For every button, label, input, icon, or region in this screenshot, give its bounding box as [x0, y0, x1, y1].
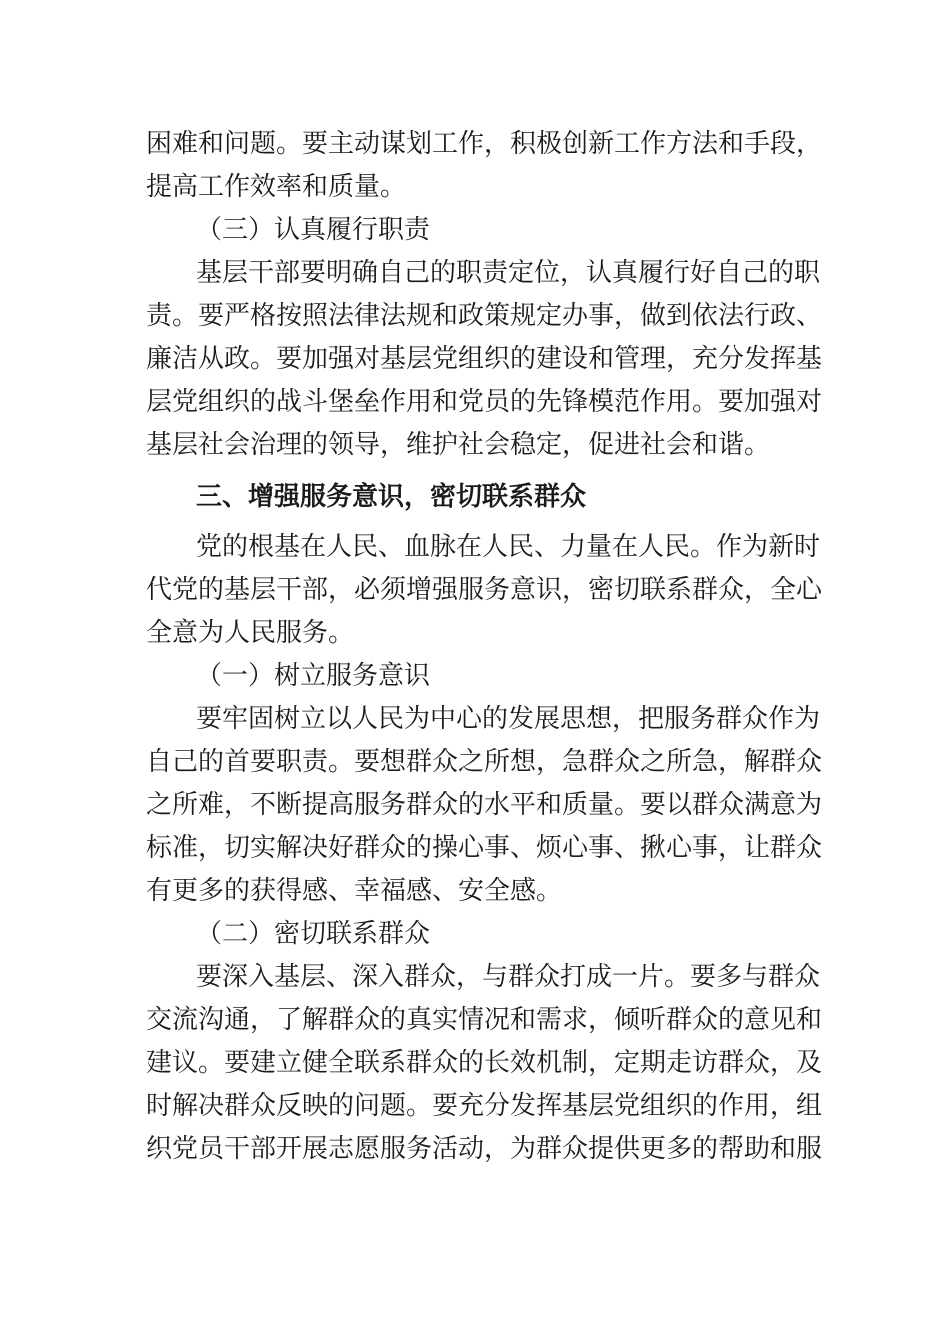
paragraph-line: 基层社会治理的领导，维护社会稳定，促进社会和谐。 [146, 430, 771, 460]
paragraph-line: 责。要严格按照法律法规和政策规定办事，做到依法行政、 [146, 301, 823, 331]
section-subheading: （三）认真履行职责 [196, 215, 431, 245]
paragraph-line: 自己的首要职责。要想群众之所想，急群众之所急，解群众 [146, 747, 823, 777]
section-heading: 三、增强服务意识，密切联系群众 [196, 482, 587, 512]
paragraph-line: 织党员干部开展志愿服务活动，为群众提供更多的帮助和服 [146, 1134, 823, 1164]
paragraph-line: 要深入基层、深入群众，与群众打成一片。要多与群众 [196, 962, 821, 992]
paragraph-line: 时解决群众反映的问题。要充分发挥基层党组织的作用，组 [146, 1091, 823, 1121]
paragraph-line: 交流沟通，了解群众的真实情况和需求，倾听群众的意见和 [146, 1005, 823, 1035]
paragraph-line: 全意为人民服务。 [146, 618, 355, 648]
paragraph-line: 基层干部要明确自己的职责定位，认真履行好自己的职 [196, 258, 821, 288]
paragraph-line: 廉洁从政。要加强对基层党组织的建设和管理，充分发挥基 [146, 344, 823, 374]
paragraph-line: 要牢固树立以人民为中心的发展思想，把服务群众作为 [196, 704, 821, 734]
paragraph-line: 之所难，不断提高服务群众的水平和质量。要以群众满意为 [146, 790, 823, 820]
paragraph-line: 标准，切实解决好群众的操心事、烦心事、揪心事，让群众 [146, 833, 823, 863]
section-subheading: （二）密切联系群众 [196, 919, 431, 949]
paragraph-line: 代党的基层干部，必须增强服务意识，密切联系群众，全心 [146, 575, 823, 605]
section-subheading: （一）树立服务意识 [196, 661, 431, 691]
paragraph-line: 建议。要建立健全联系群众的长效机制，定期走访群众，及 [146, 1048, 823, 1078]
paragraph-line: 党的根基在人民、血脉在人民、力量在人民。作为新时 [196, 532, 821, 562]
paragraph-line: 层党组织的战斗堡垒作用和党员的先锋模范作用。要加强对 [146, 387, 823, 417]
paragraph-line: 提高工作效率和质量。 [146, 172, 407, 202]
paragraph-line: 困难和问题。要主动谋划工作，积极创新工作方法和手段， [146, 129, 823, 159]
paragraph-line: 有更多的获得感、幸福感、安全感。 [146, 876, 563, 906]
